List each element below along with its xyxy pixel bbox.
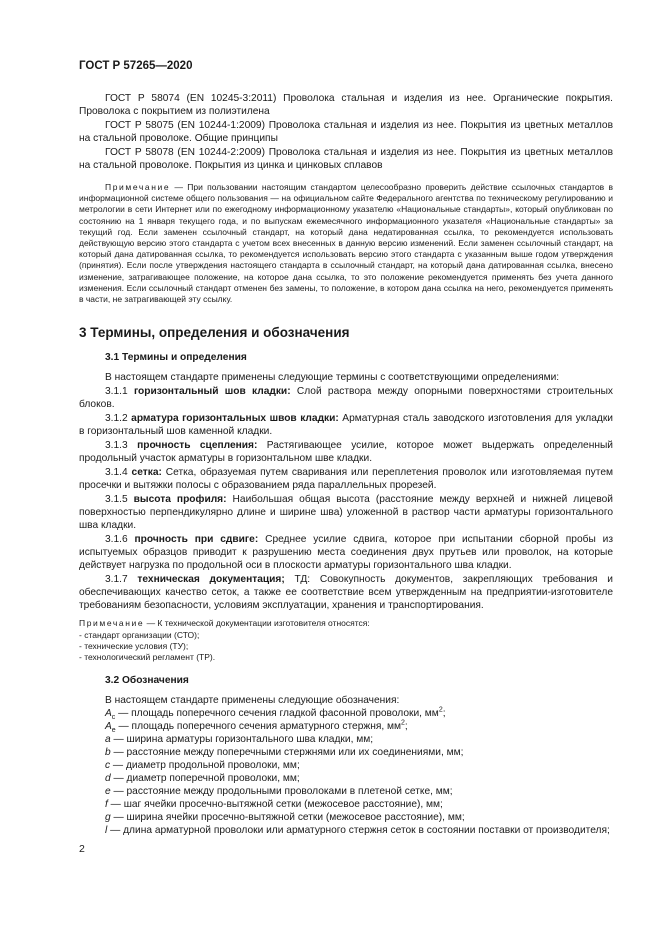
symbol-entry: [79, 811, 613, 824]
reference-item: ГОСТ Р 58074 (EN 10245-3:2011) Проволока стальная и изделия из нее. Органические покрытия. Проволока с покрытием из полиэтилена: [79, 93, 613, 117]
symbol: A: [105, 707, 112, 719]
term-number: 3.1.5: [105, 494, 134, 506]
symbol: f: [105, 798, 108, 810]
symbol-entry: [79, 759, 613, 772]
term-number: 3.1.7: [105, 574, 138, 586]
term-name: арматура горизонтальных швов кладки:: [131, 413, 339, 425]
symbol-entry: [79, 785, 613, 798]
note-label: Примечание: [105, 182, 171, 192]
term-number: 3.1.2: [105, 413, 132, 425]
note-line: [79, 618, 613, 629]
symbol-entry: [79, 707, 613, 720]
terms-intro: В настоящем стандарте применены следующие термины с соответствующими определениями:: [105, 372, 560, 384]
symbol-entry: [79, 746, 613, 759]
symbol-description: — площадь поперечного сечения гладкой фасонной проволоки, мм: [115, 707, 439, 719]
symbol: b: [105, 746, 111, 758]
symbol-entry: [79, 824, 613, 837]
symbol-entry: [79, 720, 613, 733]
symbol-description: — длина арматурной проволоки или арматурного стержня сеток в состоянии поставки от производителя;: [107, 824, 610, 836]
term-number: 3.1.1: [105, 386, 134, 398]
term-definition: Среднее усилие сдвига, которое при испытании сборной пробы из испытуемых образцов приводит к разрушению места соединения двух прутьев или проволок, на которые действует нагрузка по продольной оси в плоскости арматуры горизонтального шва кладки.: [79, 534, 613, 572]
symbol-superscript: 2: [438, 706, 443, 714]
term-entry: [79, 385, 613, 411]
term-definition: Сетка, образуемая путем сваривания или переплетения проволок или изготовляемая путем просечки и вытяжки полосы с образованием ряда параллельных прорезей.: [79, 467, 613, 492]
symbol-entry: [79, 772, 613, 785]
terms-list: [79, 371, 613, 612]
symbol-description: — шаг ячейки просечно-вытяжной сетки (межосевое расстояние), мм;: [107, 798, 443, 810]
note-text: — При пользовании настоящим стандартом целесообразно проверить действие ссылочных стандартов в информационной системе общего пользования — на официальном сайте Федерального агентства по техническому регулированию и метрологии в сети Интернет или по ежегодному информационному указателю «Национальные стандарты», который опубликован по состоянию на 1 января текущего года, и по выпускам ежемесячного информационного указателя «Национальные стандарты» за текущий год. Если заменен ссылочный стандарт, на который дана недатированная ссылка, то рекомендуется использовать действующую версию этого стандарта с учетом всех внесенных в данную версию изменений. Если заменен ссылочный стандарт, на который дана датированная ссылка, то рекомендуется использовать версию этого стандарта с указанным выше годом утверждения (принятия). Если после утверждения настоящего стандарта в ссылочный стандарт, на который дана датированная ссылка, внесено изменение, затрагивающее положение, на которое дана ссылка, то это положение рекомендуется применять без учета данного изменения. Если ссылочный стандарт отменен без замены, то положение, в котором дана ссылка на него, рекомендуется применять в части, не затрагивающей эту ссылку.: [79, 182, 613, 305]
term-definition: Слой раствора между опорными поверхностями строительных блоков.: [79, 386, 614, 411]
symbol-description: — диаметр поперечной проволоки, мм;: [110, 772, 300, 784]
term-entry: [79, 439, 613, 465]
note-references: [79, 182, 613, 305]
term-entry: [79, 493, 613, 532]
symbol: A: [105, 720, 112, 732]
symbol-description: — ширина ячейки просечно-вытяжной сетки (межосевое расстояние), мм;: [110, 811, 465, 823]
normative-references: [79, 92, 613, 172]
symbols-intro: В настоящем стандарте применены следующие обозначения:: [105, 694, 400, 706]
reference-item: ГОСТ Р 58075 (EN 10244-1:2009) Проволока стальная и изделия из нее. Покрытия из цветных металлов на стальной проволоке. Общие принципы: [79, 120, 613, 144]
symbol-subscript: c: [111, 713, 116, 721]
symbol-tail: ;: [404, 720, 408, 732]
symbol: a: [105, 733, 111, 745]
symbol-tail: ;: [442, 707, 446, 719]
symbol-subscript: e: [111, 726, 116, 734]
page-content: [79, 92, 613, 837]
term-name: прочность при сдвиге:: [134, 534, 259, 546]
term-number: 3.1.6: [105, 534, 135, 546]
term-entry: [79, 412, 613, 438]
term-number: 3.1.3: [105, 440, 138, 452]
symbols-list: [79, 694, 613, 837]
note-label: Примечание: [79, 618, 145, 629]
term-entry: [79, 573, 613, 612]
term-name: горизонтальный шов кладки:: [133, 386, 291, 398]
term-number: 3.1.4: [105, 467, 132, 479]
note-technical-docs: [79, 618, 613, 664]
note-list-item: - технологический регламент (ТР).: [79, 652, 216, 663]
term-name: высота профиля:: [133, 494, 227, 506]
symbol-description: — ширина арматуры горизонтального шва кладки, мм;: [110, 733, 374, 745]
term-name: прочность сцепления:: [137, 440, 258, 452]
note-text: — К технической документации изготовителя относятся:: [144, 618, 370, 629]
term-definition: Наибольшая общая высота (расстояние между верхней и нижней лицевой поверхностью перпендикулярно длине и ширине шва) уложенной в раствор части арматуры горизонтального шва кладки.: [79, 494, 613, 532]
symbol-description: — расстояние между поперечными стержнями или их соединениями, мм;: [110, 746, 464, 758]
symbol: g: [105, 811, 111, 823]
symbol-description: — площадь поперечного сечения арматурного стержня, мм: [115, 720, 402, 732]
term-definition: ТД: Совокупность документов, закрепляющих требования и обеспечивающих качество сеток, а также ее соответствие всем утвержденным на предприятии-изготовителе требованиям безопасности, условиям эксплуатации, хранения и транспортирования.: [79, 574, 614, 612]
symbol-description: — расстояние между продольными проволоками в плетеной сетке, мм;: [110, 785, 453, 797]
subsection-heading-terms: 3.1 Термины и определения: [105, 352, 247, 364]
term-definition: Растягивающее усилие, которое может выдержать определенный продольный участок арматуры в горизонтальном шве кладки.: [79, 440, 613, 465]
page-number: 2: [79, 843, 85, 855]
symbol-entry: [79, 733, 613, 746]
term-name: сетка:: [131, 467, 162, 479]
symbol-superscript: 2: [401, 719, 405, 727]
term-entry: [79, 466, 613, 492]
symbol-description: — диаметр продольной проволоки, мм;: [110, 759, 300, 771]
term-entry: [79, 533, 613, 572]
term-definition: Арматурная сталь заводского изготовления для укладки в горизонтальный шов каменной кладки.: [79, 413, 613, 438]
note-list-item: - стандарт организации (СТО);: [79, 629, 200, 640]
symbol-entry: [79, 798, 613, 811]
term-name: техническая документация;: [137, 574, 285, 586]
subsection-heading-symbols: 3.2 Обозначения: [105, 674, 189, 686]
section-heading: 3 Термины, определения и обозначения: [79, 325, 350, 341]
reference-item: ГОСТ Р 58078 (EN 10244-2:2009) Проволока стальная и изделия из нее. Покрытия из цветных металлов на стальной проволоке. Покрытия из цинка и цинковых сплавов: [79, 147, 613, 171]
document-header: ГОСТ Р 57265—2020: [79, 60, 193, 72]
symbol: d: [105, 772, 111, 784]
note-list-item: - технические условия (ТУ);: [79, 641, 189, 652]
symbol: l: [105, 824, 108, 836]
symbol: c: [105, 759, 111, 771]
symbol: e: [105, 785, 111, 797]
